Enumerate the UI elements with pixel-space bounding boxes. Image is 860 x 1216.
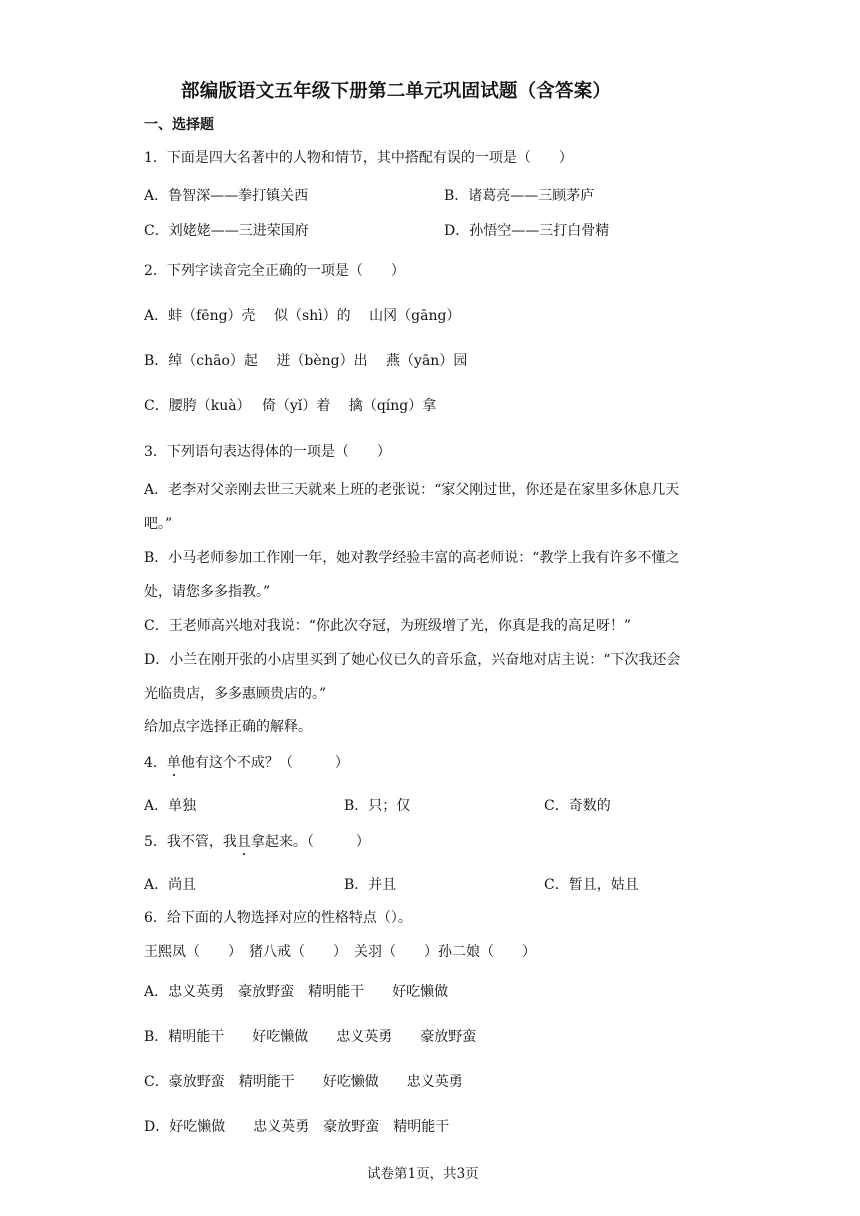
question-1-option-b: B．诸葛亮——三顾茅庐 [444,188,595,204]
question-6-option-c: C．豪放野蛮 精明能干 好吃懒做 忠义英勇 [144,1074,463,1090]
question-1-option-d: D．孙悟空——三打白骨精 [444,223,610,239]
question-4-option-b: B．只；仅 [344,798,411,814]
question-3-option-b-line2: 处，请您多多指教。” [144,584,271,600]
question-3-option-b-line1: B．小马老师参加工作刚一年，她对教学经验丰富的高老师说：“教学上我有许多不懂之 [144,550,680,566]
question-4-stem [144,752,349,772]
question-4-option-a: A．单独 [144,798,197,814]
question-6-option-d: D．好吃懒做 忠义英勇 豪放野蛮 精明能干 [144,1119,450,1135]
instruction-text: 给加点字选择正确的解释。 [144,719,312,735]
question-4-text: 他有这个不成？（ ） [180,755,349,771]
emphasis-dot-char: 单 [166,755,181,771]
question-1-option-c: C．刘姥姥——三进荣国府 [144,223,309,239]
question-5-option-b: B．并且 [344,877,397,893]
question-4-option-c: C．奇数的 [544,798,611,814]
question-5-text-before: 5．我不管，我 [144,834,237,850]
question-1-stem: 1．下面是四大名著中的人物和情节，其中搭配有误的一项是（ ） [144,150,573,166]
question-5-option-c: C．暂且，姑且 [544,877,639,893]
page-footer: 试卷第1页，共3页 [367,1166,479,1182]
question-2-option-b: B．绰（chāo）起 迸（bèng）出 燕（yān）园 [144,353,468,369]
question-4-number: 4． [144,755,167,771]
question-3-option-c: C．王老师高兴地对我说：“你此次夺冠，为班级增了光，你真是我的高足呀！” [144,618,632,634]
question-3-stem: 3．下列语句表达得体的一项是（ ） [144,444,391,460]
question-6-option-a: A．忠义英勇 豪放野蛮 精明能干 好吃懒做 [144,984,449,1000]
question-3-option-d-line1: D．小兰在刚开张的小店里买到了她心仪已久的音乐盒，兴奋地对店主说：“下次我还会 [144,652,681,668]
question-2-option-a: A．蚌（fēng）壳 似（shì）的 山冈（gāng） [144,308,461,324]
question-5-stem [144,831,370,851]
question-1-option-a: A．鲁智深——拳打镇关西 [144,188,309,204]
question-3-option-a-line2: 吧。” [144,516,173,532]
question-5-option-a: A．尚且 [144,877,197,893]
section-heading: 一、选择题 [144,117,214,133]
question-6-option-b: B．精明能干 好吃懒做 忠义英勇 豪放野蛮 [144,1029,477,1045]
question-6-stem: 6．给下面的人物选择对应的性格特点（）。 [144,910,412,926]
question-6-people: 王熙凤（ ） 猪八戒（ ） 关羽（ ）孙二娘（ ） [144,944,536,960]
question-2-option-c: C．腰胯（kuà） 倚（yǐ）着 擒（qíng）拿 [144,398,437,414]
emphasis-dot-char: 且 [236,834,251,850]
question-5-text-after: 拿起来。（ ） [250,834,370,850]
question-2-stem: 2．下列字读音完全正确的一项是（ ） [144,263,405,279]
document-title: 部编版语文五年级下册第二单元巩固试题（含答案） [181,81,612,102]
question-3-option-a-line1: A．老李对父亲刚去世三天就来上班的老张说：“家父刚过世，你还是在家里多休息几天 [144,482,680,498]
question-3-option-d-line2: 光临贵店，多多惠顾贵店的。” [144,686,327,702]
